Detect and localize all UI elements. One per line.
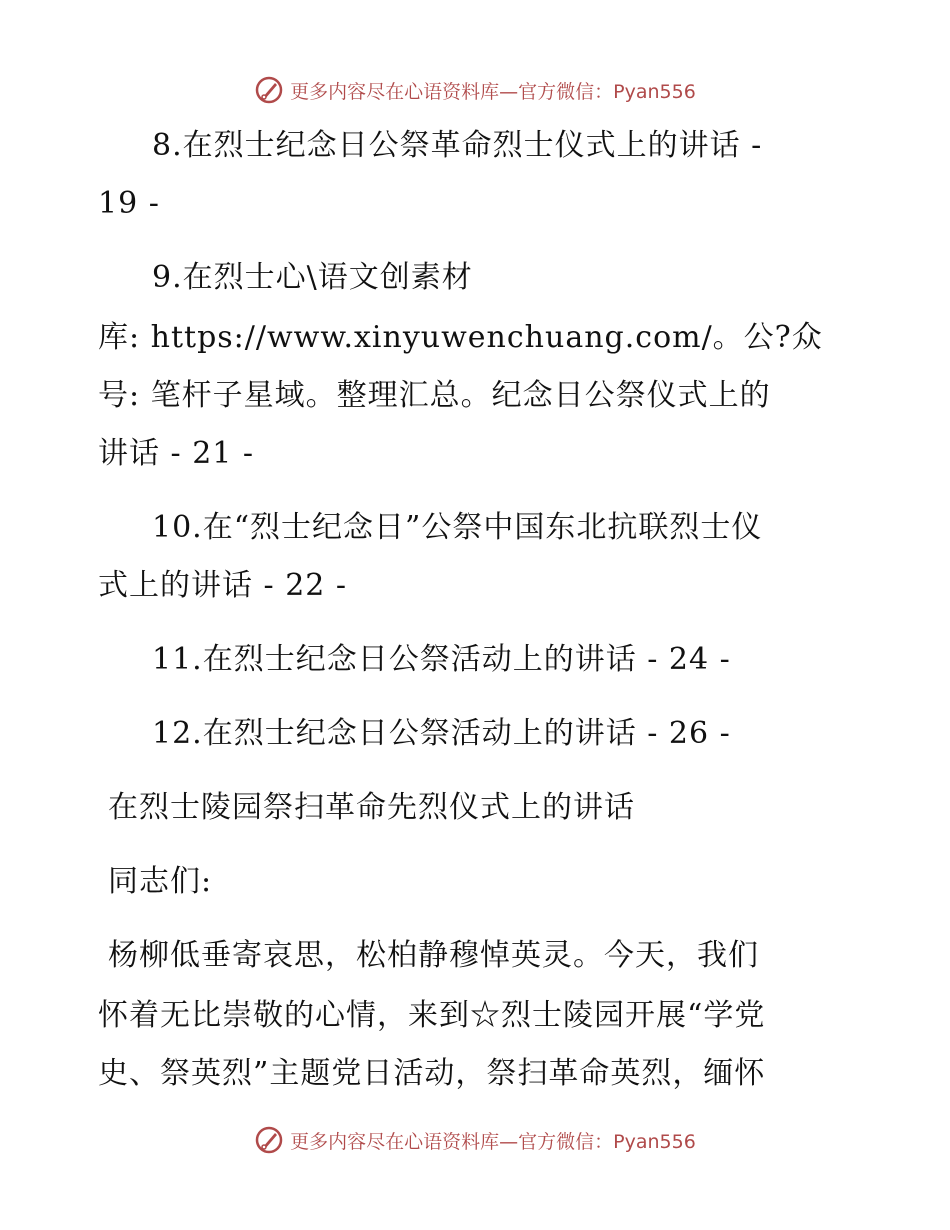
toc-item-9-line3: 号: 笔杆子星域。整理汇总。纪念日公祭仪式上的 xyxy=(98,378,771,413)
quill-logo-icon xyxy=(254,1125,284,1155)
footer-banner-text: 更多内容尽在心语资料库—官方微信：Pyan556 xyxy=(290,1130,696,1153)
article-salutation: 同志们: xyxy=(108,864,213,899)
toc-item-12: 12.在烈士纪念日公祭活动上的讲话 - 26 - xyxy=(152,716,731,751)
toc-item-9-line4: 讲话 - 21 - xyxy=(98,436,255,471)
header-banner-text: 更多内容尽在心语资料库—官方微信：Pyan556 xyxy=(290,80,696,103)
header-banner xyxy=(0,70,950,110)
footer-banner xyxy=(0,1120,950,1160)
toc-item-8-line2: 19 - xyxy=(98,186,160,221)
toc-item-10-line1: 10.在“烈士纪念日”公祭中国东北抗联烈士仪 xyxy=(152,510,763,545)
article-body-line: 怀着无比崇敬的心情，来到☆烈士陵园开展“学党 xyxy=(98,998,766,1033)
toc-item-8-line1: 8.在烈士纪念日公祭革命烈士仪式上的讲话 - xyxy=(152,128,763,163)
toc-item-9-line1: 9.在烈士心\语文创素材 xyxy=(152,260,473,295)
quill-logo-icon xyxy=(254,75,284,105)
article-body-line: 杨柳低垂寄哀思，松柏静穆悼英灵。今天，我们 xyxy=(108,938,759,973)
article-title: 在烈士陵园祭扫革命先烈仪式上的讲话 xyxy=(108,790,635,825)
toc-item-10-line2: 式上的讲话 - 22 - xyxy=(98,568,348,603)
toc-item-11: 11.在烈士纪念日公祭活动上的讲话 - 24 - xyxy=(152,642,731,677)
toc-item-9-line2: 库: https://www.xinyuwenchuang.com/。公?众 xyxy=(98,320,823,355)
article-body-line: 史、祭英烈”主题党日活动，祭扫革命英烈，缅怀 xyxy=(98,1056,766,1091)
